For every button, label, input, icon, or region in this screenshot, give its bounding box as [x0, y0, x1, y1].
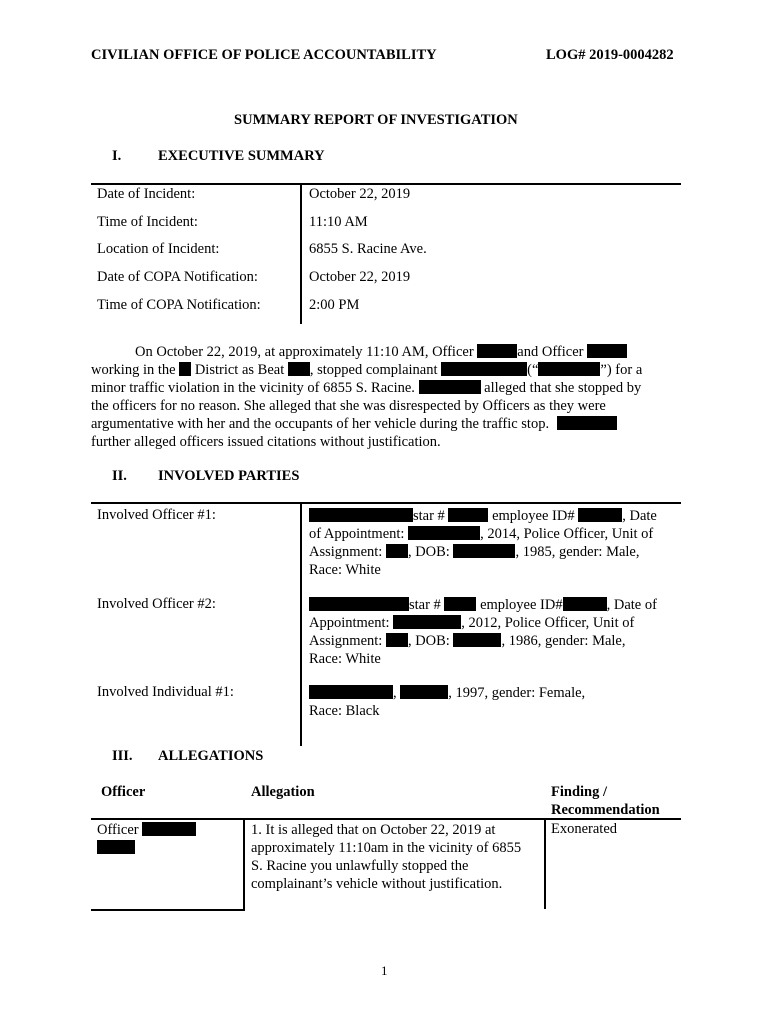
party-text: Assignment: [309, 633, 386, 649]
party-text: Race: White [309, 651, 381, 667]
redaction [578, 508, 622, 522]
summary-label-time-copa: Time of COPA Notification: [97, 297, 261, 313]
narrative-text: On October 22, 2019, at approximately 11:10 AM, Officer [135, 344, 478, 360]
narrative-text: and Officer [517, 344, 588, 360]
redaction [563, 597, 607, 611]
redaction [448, 508, 488, 522]
narrative-text: , stopped complainant [309, 362, 442, 378]
parties-table-top-rule [91, 502, 681, 504]
allegations-divider-1 [243, 818, 245, 911]
log-number: LOG# 2019-0004282 [546, 47, 674, 63]
party-text: , 1997, gender: Female, [448, 685, 586, 701]
allegations-header-finding-2: Recommendation [551, 802, 660, 818]
redaction [288, 362, 310, 376]
party-details-officer-1 [309, 507, 657, 579]
party-text: employee ID# [488, 508, 579, 524]
allegations-divider-2 [544, 818, 546, 909]
section-3-title: ALLEGATIONS [158, 748, 264, 764]
party-text: , DOB: [407, 544, 454, 560]
narrative-text: the officers for no reason. She alleged that she was disrespected by Officers as they were [91, 398, 606, 414]
party-label-officer-1: Involved Officer #1: [97, 507, 216, 523]
redaction [386, 544, 408, 558]
summary-value-location: 6855 S. Racine Ave. [309, 241, 427, 257]
redaction [179, 362, 191, 376]
allegation-text-cell [251, 821, 521, 893]
redaction [142, 822, 196, 836]
allegation-finding: Exonerated [551, 821, 618, 837]
narrative-text: argumentative with her and the occupants of her vehicle during the traffic stop. [91, 416, 550, 432]
section-1-title: EXECUTIVE SUMMARY [158, 148, 325, 164]
party-text: , 1986, gender: Male, [501, 633, 626, 649]
parties-table-divider [300, 502, 302, 746]
party-text: Appointment: [309, 615, 394, 631]
allegations-table-top-rule [91, 818, 681, 820]
party-text: Race: Black [309, 703, 380, 719]
narrative-text: (“ [527, 362, 539, 378]
summary-value-date-incident: October 22, 2019 [309, 186, 411, 202]
allegations-table-bottom-rule [91, 909, 245, 911]
summary-label-time-incident: Time of Incident: [97, 214, 198, 230]
party-text: employee ID# [476, 597, 563, 613]
narrative-text: ”) for a [600, 362, 643, 378]
redaction [444, 597, 476, 611]
party-label-officer-2: Involved Officer #2: [97, 596, 216, 612]
redaction [400, 685, 448, 699]
party-text: , DOB: [407, 633, 454, 649]
narrative-text: working in the [91, 362, 180, 378]
redaction [453, 544, 515, 558]
party-text: Assignment: [309, 544, 386, 560]
allegation-officer-cell [97, 821, 196, 857]
allegation-line: approximately 11:10am in the vicinity of 6855 [251, 840, 522, 856]
section-3-number: III. [112, 748, 133, 764]
party-details-individual-1 [309, 684, 585, 720]
redaction [309, 685, 393, 699]
party-text: star # [409, 597, 445, 613]
redaction [587, 344, 627, 358]
agency-name: CIVILIAN OFFICE OF POLICE ACCOUNTABILITY [91, 47, 437, 63]
summary-label-date-incident: Date of Incident: [97, 186, 196, 202]
redaction [453, 633, 501, 647]
allegations-header-officer: Officer [101, 784, 146, 800]
redaction [386, 633, 408, 647]
page-number: 1 [381, 963, 388, 978]
party-text: , Date [622, 508, 657, 524]
redaction [97, 840, 135, 854]
allegation-line: S. Racine you unlawfully stopped the [251, 858, 469, 874]
summary-label-date-copa: Date of COPA Notification: [97, 269, 258, 285]
redaction [477, 344, 517, 358]
party-text: , 1985, gender: Male, [515, 544, 640, 560]
redaction [408, 526, 480, 540]
allegation-officer-text: Officer [97, 822, 143, 838]
party-details-officer-2 [309, 596, 657, 668]
redaction [441, 362, 527, 376]
redaction [557, 416, 617, 430]
party-label-individual-1: Involved Individual #1: [97, 684, 234, 700]
summary-value-time-copa: 2:00 PM [309, 297, 360, 313]
summary-label-location: Location of Incident: [97, 241, 220, 257]
redaction [419, 380, 481, 394]
narrative-paragraph [91, 343, 671, 451]
redaction [309, 508, 413, 522]
section-2-title: INVOLVED PARTIES [158, 468, 300, 484]
narrative-text: further alleged officers issued citations without justification. [91, 434, 441, 450]
party-text: Race: White [309, 562, 381, 578]
party-text: of Appointment: [309, 526, 409, 542]
narrative-text: alleged that she stopped by [480, 380, 642, 396]
summary-table-divider [300, 183, 302, 324]
redaction [309, 597, 409, 611]
section-1-number: I. [112, 148, 122, 164]
allegation-line: complainant’s vehicle without justification. [251, 876, 503, 892]
redaction [538, 362, 600, 376]
redaction [393, 615, 461, 629]
narrative-text: District as Beat [191, 362, 288, 378]
party-text: , 2012, Police Officer, Unit of [461, 615, 635, 631]
allegations-header-allegation: Allegation [251, 784, 315, 800]
party-text: , 2014, Police Officer, Unit of [480, 526, 654, 542]
allegation-line: 1. It is alleged that on October 22, 2019 at [251, 822, 496, 838]
party-text: , Date of [606, 597, 657, 613]
summary-table-top-rule [91, 183, 681, 185]
party-text: , [393, 685, 401, 701]
allegations-header-finding-1: Finding / [551, 784, 608, 800]
summary-value-date-copa: October 22, 2019 [309, 269, 411, 285]
report-title: SUMMARY REPORT OF INVESTIGATION [234, 112, 518, 128]
narrative-text: minor traffic violation in the vicinity of 6855 S. Racine. [91, 380, 419, 396]
summary-value-time-incident: 11:10 AM [309, 214, 368, 230]
party-text: star # [413, 508, 449, 524]
section-2-number: II. [112, 468, 127, 484]
